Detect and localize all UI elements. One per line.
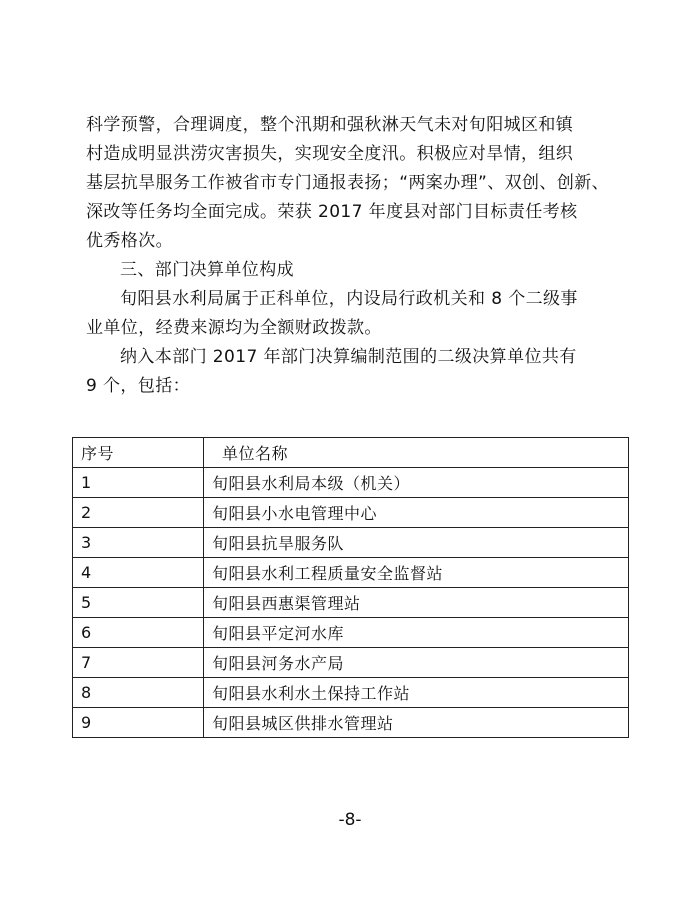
text-line: 深改等任务均全面完成。荣获 2017 年度县对部门目标责任考核 (86, 202, 578, 222)
cell-unit-name: 旬阳县水利工程质量安全监督站 (204, 558, 629, 588)
cell-unit-name: 旬阳县水利水土保持工作站 (204, 678, 629, 708)
text-line: 基层抗旱服务工作被省市专门通报表扬；“两案办理”、双创、创新、 (86, 173, 610, 193)
table-header-row (73, 438, 629, 468)
cell-unit-name: 旬阳县河务水产局 (204, 648, 629, 678)
text-line: 优秀格次。 (86, 231, 173, 251)
cell-unit-name: 旬阳县小水电管理中心 (204, 498, 629, 528)
text-line: 村造成明显洪涝灾害损失，实现安全度汛。积极应对旱情，组织 (86, 144, 574, 164)
table-row (73, 558, 629, 588)
text-line: 9 个，包括： (86, 376, 191, 396)
cell-serial-number: 2 (73, 498, 204, 528)
page-number: -8- (338, 810, 362, 830)
cell-serial-number: 9 (73, 708, 204, 738)
paragraph-unit-count (86, 343, 626, 401)
cell-unit-name: 旬阳县西惠渠管理站 (204, 588, 629, 618)
text-line: 科学预警，合理调度，整个汛期和强秋淋天气未对旬阳城区和镇 (86, 115, 574, 135)
cell-serial-number: 7 (73, 648, 204, 678)
cell-unit-name: 旬阳县水利局本级（机关） (204, 468, 629, 498)
cell-serial-number: 8 (73, 678, 204, 708)
table-row (73, 468, 629, 498)
heading-text: 三、部门决算单位构成 (120, 260, 294, 280)
table-row (73, 648, 629, 678)
text-line: 业单位，经费来源均为全额财政拨款。 (86, 318, 382, 338)
table-row (73, 678, 629, 708)
cell-serial-number: 1 (73, 468, 204, 498)
cell-serial-number: 3 (73, 528, 204, 558)
section-heading-unit-composition (86, 256, 626, 285)
table-row (73, 708, 629, 738)
table-row (73, 588, 629, 618)
cell-serial-number: 4 (73, 558, 204, 588)
header-unit-name: 单位名称 (204, 438, 629, 468)
table-row (73, 618, 629, 648)
paragraph-bureau-structure (86, 285, 626, 343)
unit-table (72, 437, 629, 738)
cell-unit-name: 旬阳县城区供排水管理站 (204, 708, 629, 738)
cell-serial-number: 6 (73, 618, 204, 648)
header-serial-number: 序号 (73, 438, 204, 468)
text-line: 旬阳县水利局属于正科单位，内设局行政机关和 8 个二级事 (120, 289, 578, 309)
table-row (73, 498, 629, 528)
cell-unit-name: 旬阳县抗旱服务队 (204, 528, 629, 558)
cell-unit-name: 旬阳县平定河水库 (204, 618, 629, 648)
paragraph-flood-control (86, 111, 626, 256)
cell-serial-number: 5 (73, 588, 204, 618)
text-line: 纳入本部门 2017 年部门决算编制范围的二级决算单位共有 (120, 347, 577, 367)
table-row (73, 528, 629, 558)
